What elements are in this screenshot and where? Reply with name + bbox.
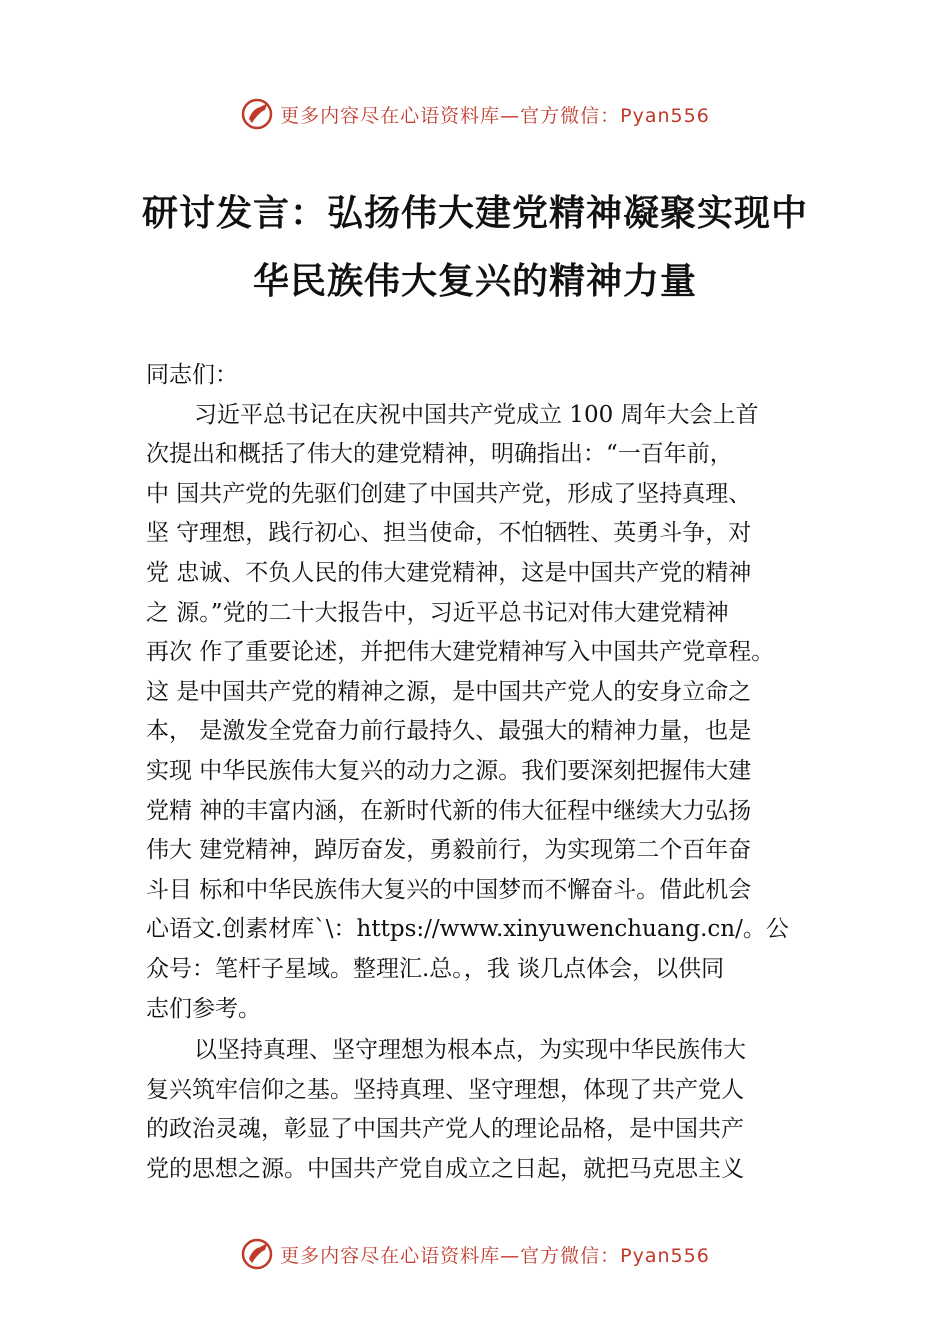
banner-text: 更多内容尽在心语资料库—官方微信：Pyan556 — [280, 104, 710, 127]
text-line: 再次 作了重要论述，并把伟大建党精神写入中国共产党章程。 — [146, 639, 775, 666]
text-line: 党的思想之源。中国共产党自成立之日起，就把马克思主义 — [146, 1155, 744, 1182]
text-line: 心语文.创素材库`\：https://www.xinyuwenchuang.cn/。公 — [146, 916, 789, 943]
text-line: 伟大 建党精神，踔厉奋发，勇毅前行，为实现第二个百年奋 — [146, 837, 752, 864]
page-title — [0, 180, 950, 316]
title-line-1: 研讨发言：弘扬伟大建党精神凝聚实现中 — [141, 193, 808, 234]
text-line: 志们参考。 — [146, 995, 261, 1022]
text-line: 这 是中国共产党的精神之源，是中国共产党人的安身立命之 — [146, 678, 752, 705]
text-line: 复兴筑牢信仰之基。坚持真理、坚守理想，体现了共产党人 — [146, 1076, 744, 1103]
logo-icon — [240, 1237, 274, 1271]
text-line: 实现 中华民族伟大复兴的动力之源。我们要深刻把握伟大建 — [146, 757, 752, 784]
text-line: 众号：笔杆子星域。整理汇.总。，我 谈几点体会，以供同 — [146, 955, 725, 982]
footer-banner — [0, 1234, 950, 1274]
text-line: 中 国共产党的先驱们创建了中国共产党，形成了坚持真理、 — [146, 480, 752, 507]
title-line-2: 华民族伟大复兴的精神力量 — [252, 261, 697, 302]
paragraph-1 — [146, 396, 846, 1030]
text-line: 党精 神的丰富内涵，在新时代新的伟大征程中继续大力弘扬 — [146, 797, 752, 824]
text-line: 习近平总书记在庆祝中国共产党成立 100 周年大会上首 — [194, 401, 759, 428]
text-line: 坚 守理想，践行初心、担当使命，不怕牺牲、英勇斗争，对 — [146, 520, 752, 547]
banner-text: 更多内容尽在心语资料库—官方微信：Pyan556 — [280, 1244, 710, 1267]
text-line: 以坚持真理、坚守理想为根本点，为实现中华民族伟大 — [194, 1037, 746, 1064]
salutation: 同志们： — [146, 362, 238, 388]
text-line: 本， 是激发全党奋力前行最持久、最强大的精神力量，也是 — [146, 718, 752, 745]
text-line: 的政治灵魂，彰显了中国共产党人的理论品格，是中国共产 — [146, 1116, 744, 1143]
text-line: 党 忠诚、不负人民的伟大建党精神，这是中国共产党的精神 — [146, 559, 752, 586]
text-line: 次提出和概括了伟大的建党精神，明确指出：“一百年前， — [146, 441, 733, 468]
logo-icon — [240, 97, 274, 131]
text-line: 斗目 标和中华民族伟大复兴的中国梦而不懈奋斗。借此机会 — [146, 876, 752, 903]
paragraph-2 — [146, 1031, 846, 1189]
document-body — [146, 356, 846, 1189]
text-line: 之 源。”党的二十大报告中，习近平总书记对伟大建党精神 — [146, 599, 729, 626]
header-banner — [0, 94, 950, 134]
